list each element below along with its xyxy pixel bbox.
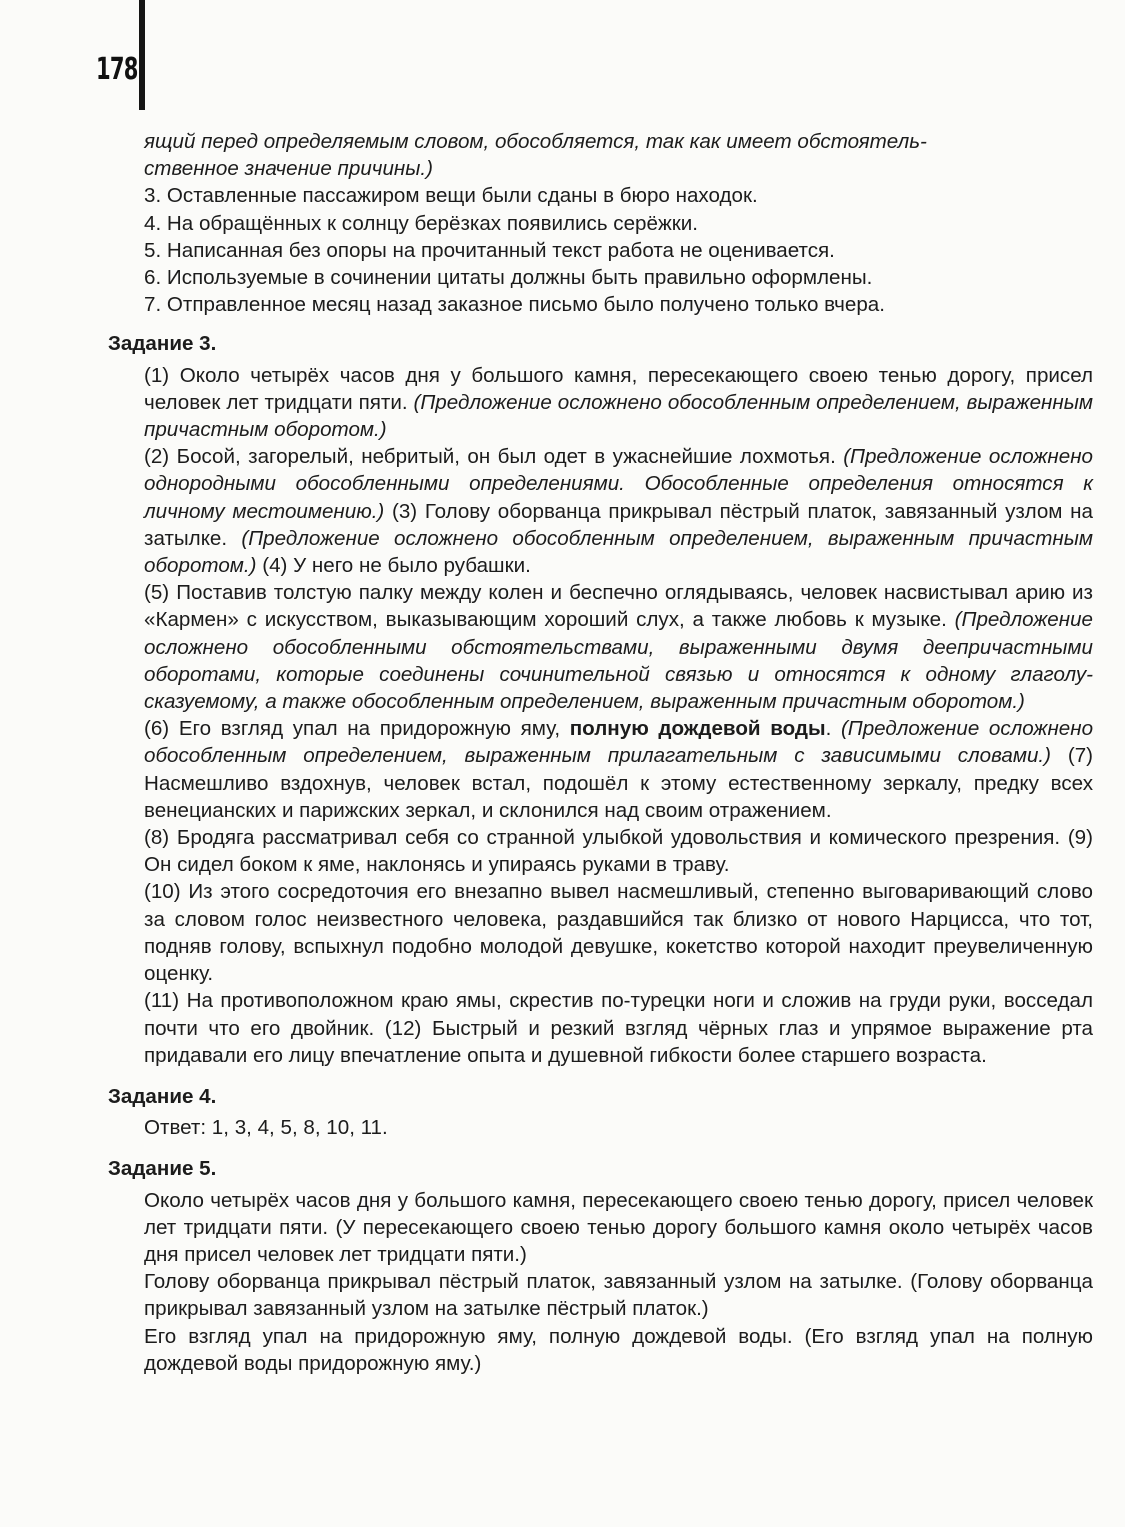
continued-line-2: ственное значение причины.) [144, 157, 433, 181]
task-5-heading: Задание 5. [108, 1157, 217, 1181]
page-edge-bar [139, 0, 145, 110]
list-item: 7. Отправленное месяц назад заказное письмо было получено только вчера. [144, 293, 885, 317]
italic-note: (Предложение осложнено обособленными обстоятельствами, выраженными двумя деепричастными оборотами, которые соединены сочинительной связью и относятся к одному глаголу-сказуемому, а также обособленным определением, выраженным причастным оборотом.) [144, 608, 1093, 714]
text-run: (8) Бродяга рассматривал себя со странной улыбкой удовольствия и комического презрения. (9) Он сидел боком к яме, наклонясь и упираясь руками в траву. [144, 826, 1093, 877]
text-run: (1) Около четырёх часов дня у большого камня, пересекающего своею тенью дорогу, присел человек лет тридцати пяти. [144, 363, 1093, 414]
task-3-paragraph [108, 878, 1093, 987]
text-run: (2) Босой, загорелый, небритый, он был одет в ужаснейшие лохмотья. [144, 445, 844, 469]
task-4-answer: Ответ: 1, 3, 4, 5, 8, 10, 11. [144, 1116, 388, 1140]
continued-line-1: ящий перед определяемым словом, обособляется, так как имеет обстоятель- [144, 130, 927, 153]
page-number: 178 [96, 52, 138, 87]
text-run: (10) Из этого сосредоточия его внезапно вывел насмешливый, степенно выговаривающий слово за словом голос неизвестного человека, раздавшийся так близко от нового Нарцисса, что тот, подняв голову, вспыхнул подобно молодой девушке, кокетство которой находит преувеличенную оценку. [144, 880, 1093, 986]
continued-text [108, 128, 1093, 182]
italic-note: (Предложение осложнено обособленным определением, выраженным прилагательным с зависимыми словами.) [144, 717, 1094, 768]
italic-note: (Предложение осложнено обособленным определением, выраженным причастным оборотом.) [144, 390, 1093, 442]
text-run: (7) Насмешливо вздохнув, человек встал, подошёл к этому естественному зеркалу, предку всех венецианских и парижских зеркал, и склонился над своим отражением. [144, 744, 1094, 822]
list-item: 4. На обращённых к солнцу берёзках появились серёжки. [144, 211, 698, 235]
task-3-paragraph [108, 824, 1093, 878]
italic-note: (Предложение осложнено обособленным определением, выраженным причастным оборотом.) [144, 526, 1093, 578]
numbered-list [108, 182, 1093, 318]
text-run: (11) На противоположном краю ямы, скрестив по-турецки ноги и сложив на груди руки, восседал почти что его двойник. (12) Быстрый и резкий взгляд чёрных глаз и упрямое выражение рта придавали его лицу впечатление опыта и душевной гибкости более старшего возраста. [144, 989, 1093, 1067]
task-3-paragraph [108, 579, 1093, 715]
task-3-paragraph [108, 715, 1093, 824]
task-3-paragraph [108, 987, 1093, 1069]
list-item: 5. Написанная без опоры на прочитанный текст работа не оценивается. [144, 238, 835, 262]
text-run: (4) У него не было рубашки. [256, 554, 531, 578]
task-4-heading: Задание 4. [108, 1084, 217, 1108]
text-run: (5) Поставив толстую палку между колен и беспечно оглядываясь, человек насвистывал арию из «Кармен» с искусством, выказывающим хороший слух, а также любовь к музыке. [144, 581, 1093, 632]
page-content [108, 128, 1093, 1377]
text-run: (3) Голову оборванца прикрывал пёстрый платок, завязанный узлом на затылке. [144, 499, 1093, 550]
task-5-paragraph: Голову оборванца прикрывал пёстрый платок, завязанный узлом на затылке. (Голову оборванца прикрывал завязанный узлом на затылке пёстрый платок.) [144, 1270, 1093, 1321]
task-5-paragraph: Его взгляд упал на придорожную яму, полную дождевой воды. (Его взгляд упал на полную дождевой воды придорожную яму.) [144, 1324, 1093, 1375]
task-3-paragraph [108, 362, 1093, 444]
text-run: (6) Его взгляд упал на придорожную яму, [144, 717, 570, 741]
task-5-paragraph: Около четырёх часов дня у большого камня, пересекающего своею тенью дорогу, присел человек лет тридцати пяти. (У пересекающего своею тенью дорогу большого камня около четырёх часов дня присел человек лет тридцати пяти.) [144, 1188, 1093, 1266]
task-3-paragraph [108, 443, 1093, 579]
italic-note: (Предложение осложнено однородными обособленными определениями. Обособленные определения относятся к личному местоимению.) [144, 445, 1093, 523]
list-item: 6. Используемые в сочинении цитаты должны быть правильно оформлены. [144, 266, 873, 290]
bold-phrase: полную дождевой воды [569, 717, 826, 741]
list-item: 3. Оставленные пассажиром вещи были сданы в бюро находок. [144, 184, 758, 208]
task-3-heading: Задание 3. [108, 332, 217, 356]
text-run: . [825, 717, 841, 741]
